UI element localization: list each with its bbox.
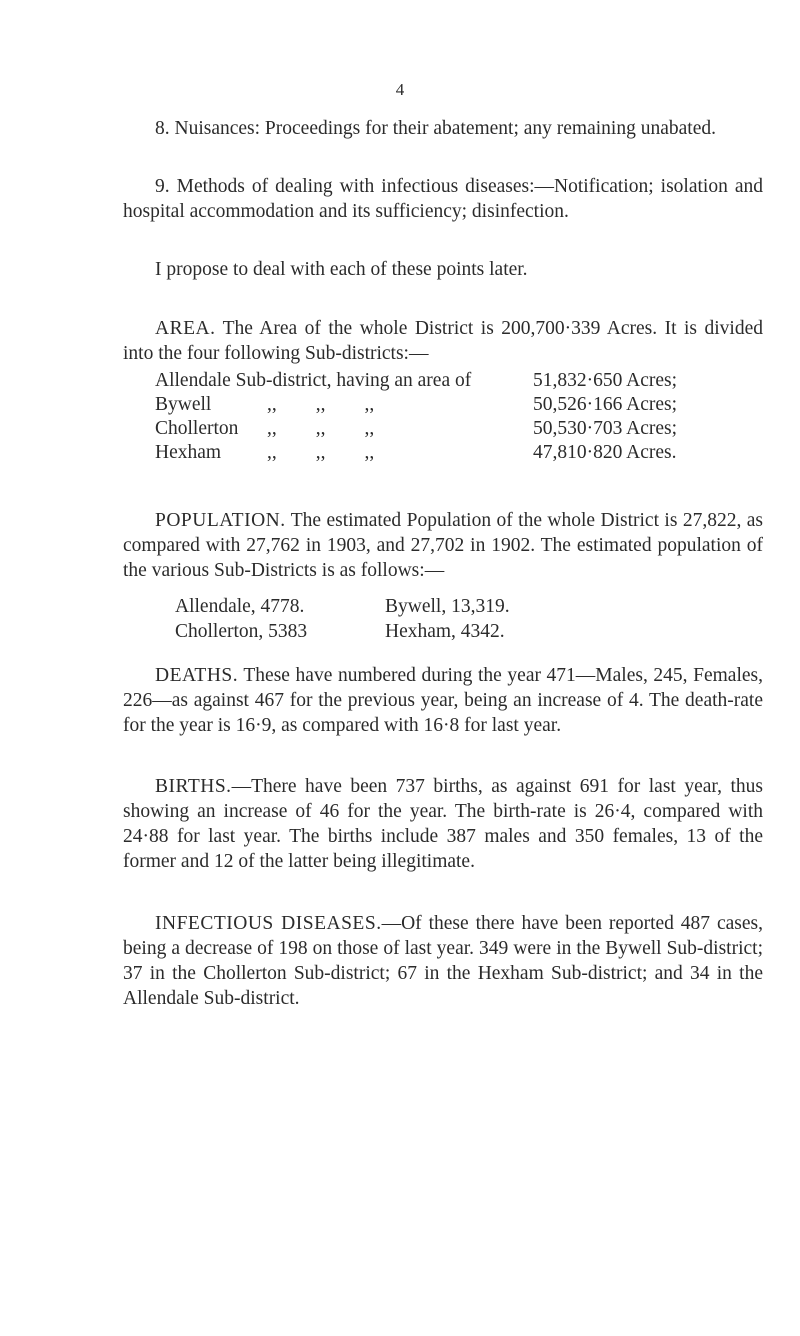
population-cell: Bywell, 13,319. (385, 595, 510, 617)
item-9-methods (123, 174, 763, 224)
area-text: The Area of the whole District is 200,700·339 Acres. It is divided into the four following Sub-districts:— (123, 318, 763, 364)
subdistrict-area: 50,526·166 Acres; (533, 394, 678, 415)
subdistrict-area: 47,810·820 Acres. (533, 442, 677, 463)
infectious-diseases-section (123, 911, 763, 1011)
propose-paragraph (123, 257, 763, 282)
subdistrict-area-table (155, 369, 677, 465)
subdistrict-name: Allendale Sub-district, having an area of (155, 370, 472, 391)
births-heading: BIRTHS. (155, 776, 232, 797)
infectious-text: —Of these there have been reported 487 cases, being a decrease of 198 on those of last year. 349 were in the Bywell Sub-district; 37 in the Chollerton Sub-district; 67 in the Hexham Sub-district; and 34 in the Allendale Sub-district. (123, 913, 763, 1009)
deaths-text: These have numbered during the year 471—Males, 245, Females, 226—as against 467 for the previous year, being an increase of 4. The death-rate for the year is 16·9, as compared with 16·8 for last year. (123, 665, 763, 736)
table-row (155, 369, 677, 393)
area-section (123, 316, 763, 366)
table-row (155, 441, 677, 465)
table-row (155, 393, 677, 417)
table-row (155, 417, 677, 441)
table-row (175, 619, 510, 644)
subdistrict-name: Hexham (155, 442, 222, 463)
item-9-text: 9. Methods of dealing with infectious diseases:—Notification; isolation and hospital accommodation and its sufficiency; disinfection. (123, 176, 763, 222)
deaths-heading: DEATHS. (155, 665, 239, 686)
births-text: —There have been 737 births, as against 691 for last year, thus showing an increase of 46 for the year. The birth-rate is 26·4, compared with 24·88 for last year. The births include 387 males and 350 females, 13 of the former and 12 of the latter being illegitimate. (123, 776, 763, 872)
item-8-nuisances (123, 116, 763, 141)
subdistrict-area: 50,530·703 Acres; (533, 418, 678, 439)
deaths-section (123, 663, 763, 738)
subdistrict-name: Chollerton (155, 418, 239, 439)
subdistrict-area: 51,832·650 Acres; (533, 370, 678, 391)
population-cell: Chollerton, 5383 (175, 620, 308, 642)
subdistrict-population-table (175, 594, 510, 644)
area-heading: AREA. (155, 318, 216, 339)
subdistrict-name: Bywell (155, 394, 212, 415)
ditto-marks: ,, ,, ,, (267, 394, 375, 415)
population-cell: Allendale, 4778. (175, 595, 305, 617)
propose-text: I propose to deal with each of these points later. (155, 259, 528, 280)
page-number: 4 (395, 80, 405, 99)
table-row (175, 594, 510, 619)
population-heading: POPULATION. (155, 510, 286, 531)
population-text: The estimated Population of the whole District is 27,822, as compared with 27,762 in 1903, and 27,702 in 1902. The estimated population of the various Sub-Districts is as follows:— (123, 510, 763, 581)
item-8-text: 8. Nuisances: Proceedings for their abatement; any remaining unabated. (155, 118, 716, 139)
ditto-marks: ,, ,, ,, (267, 418, 375, 439)
infectious-heading: INFECTIOUS DISEASES. (155, 913, 382, 934)
ditto-marks: ,, ,, ,, (267, 442, 375, 463)
population-cell: Hexham, 4342. (385, 620, 505, 642)
births-section (123, 774, 763, 874)
population-section (123, 508, 763, 583)
